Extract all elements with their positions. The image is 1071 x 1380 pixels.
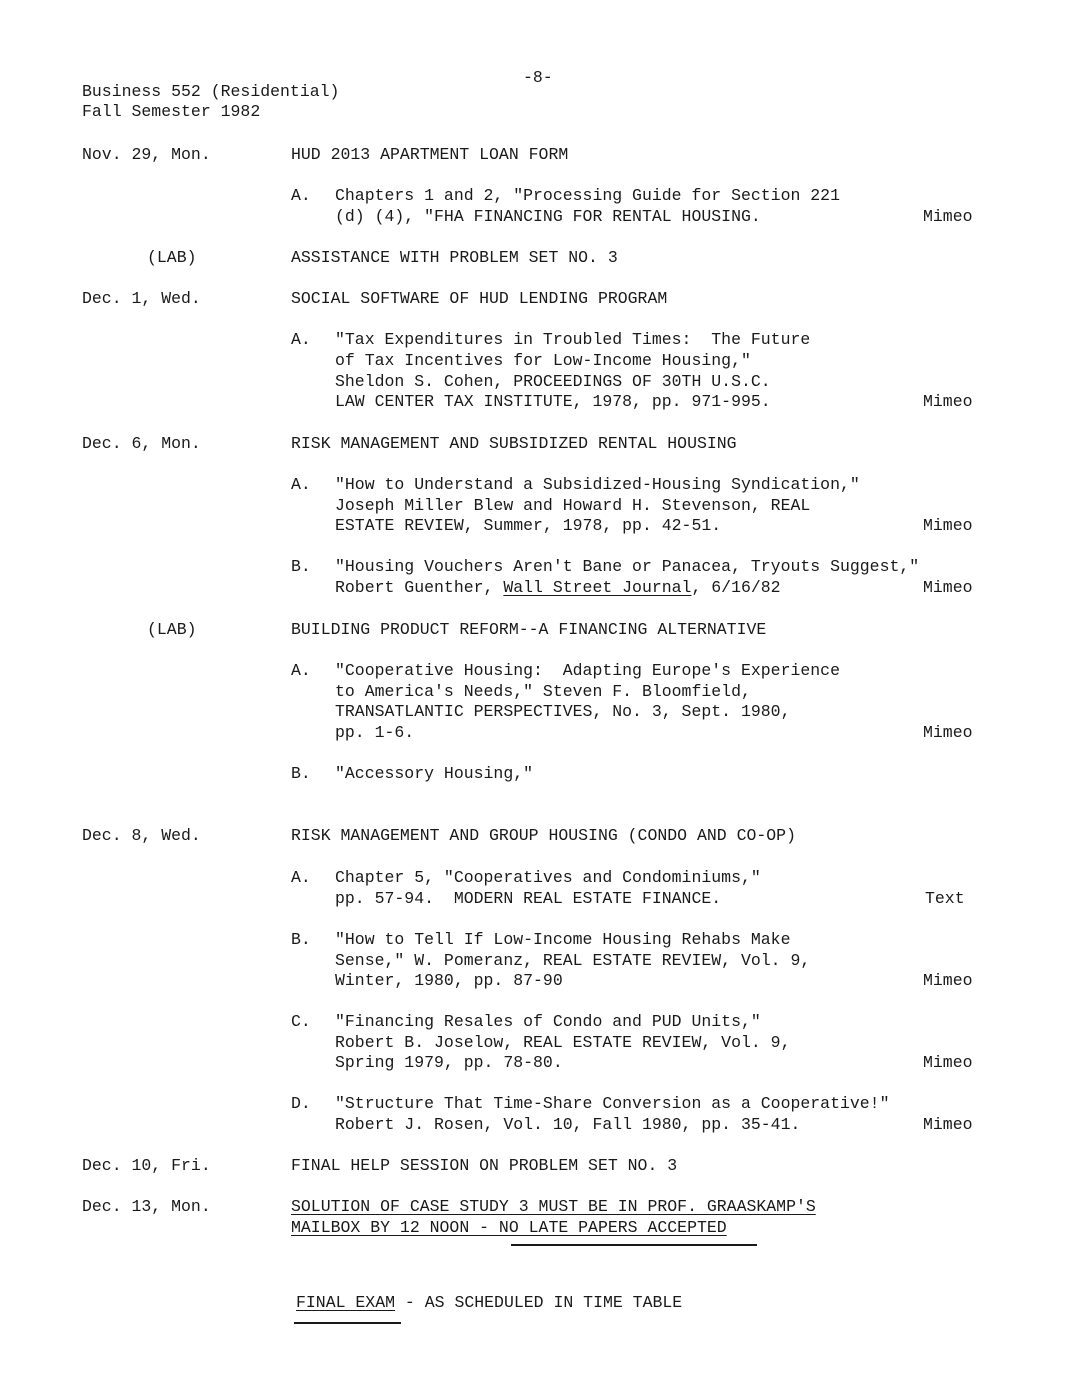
session-date: Dec. 1, Wed. xyxy=(82,289,201,308)
reading-source: Mimeo xyxy=(923,578,973,597)
reading-line: "Tax Expenditures in Troubled Times: The Future xyxy=(335,330,811,349)
reading-line: TRANSATLANTIC PERSPECTIVES, No. 3, Sept. 1980, xyxy=(335,702,791,721)
session-topic: BUILDING PRODUCT REFORM--A FINANCING ALTERNATIVE xyxy=(291,620,767,639)
reading-source: Text xyxy=(925,889,965,908)
course-title: Business 552 (Residential) xyxy=(82,82,340,101)
reading-line: Winter, 1980, pp. 87-90 xyxy=(335,971,563,990)
reading-line: Spring 1979, pp. 78-80. xyxy=(335,1053,563,1072)
reading-letter: D. xyxy=(291,1094,311,1113)
reading-source: Mimeo xyxy=(923,723,973,742)
reading-line: Sense," W. Pomeranz, REAL ESTATE REVIEW, Vol. 9, xyxy=(335,951,811,970)
reading-letter: A. xyxy=(291,868,311,887)
session-date: (LAB) xyxy=(147,248,197,267)
reading-letter: A. xyxy=(291,186,311,205)
deadline-notice: MAILBOX BY 12 NOON - NO LATE PAPERS ACCEPTED xyxy=(291,1218,727,1237)
reading-source: Mimeo xyxy=(923,392,973,411)
session-date: Dec. 13, Mon. xyxy=(82,1197,211,1216)
reading-line: Robert J. Rosen, Vol. 10, Fall 1980, pp. 35-41. xyxy=(335,1115,801,1134)
reading-letter: A. xyxy=(291,330,311,349)
reading-line-text: Robert Guenther, xyxy=(335,578,504,597)
final-exam-text: - AS SCHEDULED IN TIME TABLE xyxy=(395,1293,683,1312)
session-topic: ASSISTANCE WITH PROBLEM SET NO. 3 xyxy=(291,248,618,267)
session-topic: SOCIAL SOFTWARE OF HUD LENDING PROGRAM xyxy=(291,289,668,308)
final-exam-line xyxy=(296,1293,682,1314)
session-topic: RISK MANAGEMENT AND SUBSIDIZED RENTAL HOUSING xyxy=(291,434,737,453)
session-date: Dec. 6, Mon. xyxy=(82,434,201,453)
session-topic: FINAL HELP SESSION ON PROBLEM SET NO. 3 xyxy=(291,1156,678,1175)
deadline-notice: SOLUTION OF CASE STUDY 3 MUST BE IN PROF. GRAASKAMP'S xyxy=(291,1197,816,1216)
reading-line: Sheldon S. Cohen, PROCEEDINGS OF 30TH U.S.C. xyxy=(335,372,771,391)
reading-letter: B. xyxy=(291,930,311,949)
reading-line: "Housing Vouchers Aren't Bane or Panacea, Tryouts Suggest," xyxy=(335,557,920,576)
reading-line: Joseph Miller Blew and Howard H. Stevenson, REAL xyxy=(335,496,811,515)
reading-source: Mimeo xyxy=(923,971,973,990)
reading-letter: B. xyxy=(291,764,311,783)
page-number: -8- xyxy=(523,68,553,87)
reading-letter: C. xyxy=(291,1012,311,1031)
session-date: Dec. 8, Wed. xyxy=(82,826,201,845)
reading-source: Mimeo xyxy=(923,516,973,535)
reading-line: Chapters 1 and 2, "Processing Guide for Section 221 xyxy=(335,186,840,205)
reading-line: LAW CENTER TAX INSTITUTE, 1978, pp. 971-995. xyxy=(335,392,771,411)
session-date: Nov. 29, Mon. xyxy=(82,145,211,164)
reading-line: (d) (4), "FHA FINANCING FOR RENTAL HOUSING. xyxy=(335,207,761,226)
reading-line: ESTATE REVIEW, Summer, 1978, pp. 42-51. xyxy=(335,516,722,535)
final-exam-underline xyxy=(294,1322,401,1324)
session-topic: RISK MANAGEMENT AND GROUP HOUSING (CONDO AND CO-OP) xyxy=(291,826,796,845)
reading-line: pp. 57-94. MODERN REAL ESTATE FINANCE. xyxy=(335,889,722,908)
reading-line: "Structure That Time-Share Conversion as a Cooperative!" xyxy=(335,1094,890,1113)
session-date: Dec. 10, Fri. xyxy=(82,1156,211,1175)
reading-line: Chapter 5, "Cooperatives and Condominiums," xyxy=(335,868,761,887)
reading-line: "Financing Resales of Condo and PUD Units," xyxy=(335,1012,761,1031)
reading-source: Mimeo xyxy=(923,1115,973,1134)
session-date: (LAB) xyxy=(147,620,197,639)
reading-line: Robert B. Joselow, REAL ESTATE REVIEW, Vol. 9, xyxy=(335,1033,791,1052)
semester: Fall Semester 1982 xyxy=(82,102,261,121)
reading-line xyxy=(335,578,781,599)
double-underline xyxy=(511,1244,757,1246)
reading-line: to America's Needs," Steven F. Bloomfield, xyxy=(335,682,751,701)
final-exam-label: FINAL EXAM xyxy=(296,1293,396,1312)
reading-line: "Cooperative Housing: Adapting Europe's Experience xyxy=(335,661,840,680)
reading-source: Mimeo xyxy=(923,207,973,226)
reading-line-text: , 6/16/82 xyxy=(691,578,781,597)
reading-letter: A. xyxy=(291,661,311,680)
reading-line: of Tax Incentives for Low-Income Housing," xyxy=(335,351,751,370)
reading-letter: A. xyxy=(291,475,311,494)
reading-line: pp. 1-6. xyxy=(335,723,415,742)
reading-line: "Accessory Housing," xyxy=(335,764,534,783)
reading-line: "How to Understand a Subsidized-Housing Syndication," xyxy=(335,475,860,494)
session-topic: HUD 2013 APARTMENT LOAN FORM xyxy=(291,145,569,164)
reading-letter: B. xyxy=(291,557,311,576)
reading-source: Mimeo xyxy=(923,1053,973,1072)
reading-line: "How to Tell If Low-Income Housing Rehabs Make xyxy=(335,930,791,949)
journal-title: Wall Street Journal xyxy=(503,578,692,597)
